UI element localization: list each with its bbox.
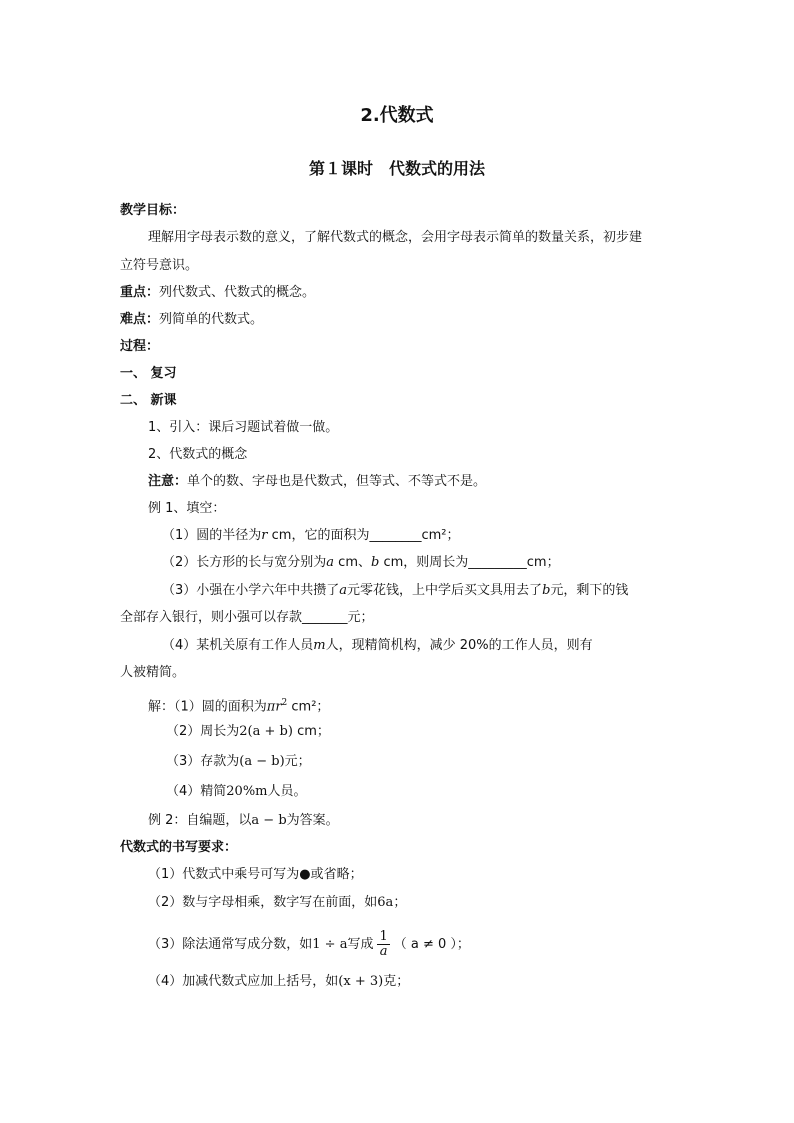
difficulty-points <box>120 311 263 329</box>
question-2-text-b: cm，则周长为_________cm； <box>379 555 560 570</box>
question-3-var-a: a <box>339 583 348 598</box>
solution-4-expr: 20%m <box>226 784 268 799</box>
question-4 <box>162 637 593 655</box>
solution-2-text: （2）周长为 <box>166 724 240 739</box>
solution-1 <box>148 694 329 716</box>
rule-4 <box>148 973 409 991</box>
question-1-var-r: r <box>261 528 268 543</box>
rule-2 <box>148 894 406 912</box>
solution-3 <box>166 753 311 771</box>
fraction-numerator: 1 <box>379 929 388 944</box>
solution-3-expr: (a − b) <box>239 754 285 769</box>
example-2-text-a: 例 2：自编题，以 <box>148 813 252 828</box>
question-1-text-b: cm，它的面积为________cm²； <box>267 528 460 543</box>
writing-rules-label: 代数式的书写要求： <box>120 840 238 855</box>
concept-line: 2、代数式的概念 <box>148 447 248 462</box>
question-2-var-b: b <box>371 555 380 570</box>
rule-3-expr: 1 ÷ a <box>312 937 348 952</box>
intro-line: 1、引入：课后习题试着做一做。 <box>148 420 339 435</box>
solution-1-expr: πr <box>266 699 282 715</box>
rule-3 <box>148 930 470 959</box>
rule-3-text-mid: 写成 <box>347 937 374 952</box>
objectives-text-1: 理解用字母表示数的意义，了解代数式的概念，会用字母表示简单的数量关系，初步建 <box>148 230 643 245</box>
question-4-var-m: m <box>313 638 326 653</box>
doc-title: 2.代数式 <box>360 105 434 126</box>
solution-3-unit: 元； <box>284 754 311 769</box>
key-points <box>120 284 315 302</box>
rule-1: （1）代数式中乘号可写为●或省略； <box>148 867 363 882</box>
example-2-text-b: 为答案。 <box>286 813 339 828</box>
question-3-text-b: 元，剩下的钱 <box>550 583 629 598</box>
section-new-lesson: 二、 新课 <box>120 393 177 408</box>
rule-2-text-b: ； <box>393 895 407 910</box>
example-2-expr: a − b <box>251 813 287 828</box>
solution-4-unit: 人员。 <box>267 784 307 799</box>
solution-2 <box>166 723 330 741</box>
rule-4-text-b: 克； <box>383 974 410 989</box>
rule-3-condition: （ a ≠ 0 ）； <box>393 937 470 952</box>
rule-4-text-a: （4）加减代数式应加上括号，如 <box>148 974 339 989</box>
objectives-label: 教学目标： <box>120 203 186 218</box>
solution-label: 解：（1）圆的面积为 <box>148 699 267 715</box>
solution-4 <box>166 783 307 801</box>
objectives-text-2: 立符号意识。 <box>120 258 199 273</box>
rule-3-fraction <box>377 930 389 959</box>
question-1-text-a: （1）圆的半径为 <box>162 528 262 543</box>
question-4-line-2: 人被精简。 <box>120 665 186 680</box>
rule-4-expr: (x + 3) <box>338 974 384 989</box>
difficulty-label: 难点： <box>120 312 160 327</box>
rule-2-expr: 6a <box>377 895 394 910</box>
question-2-text-a: （2）长方形的长与宽分别为 <box>162 555 327 570</box>
doc-subtitle: 第１课时 代数式的用法 <box>308 159 485 178</box>
note-label: 注意： <box>148 474 188 489</box>
solution-4-text: （4）精简 <box>166 784 227 799</box>
difficulty-text: 列简单的代数式。 <box>159 312 264 327</box>
question-3-line-2: 全部存入银行，则小强可以存款_______元； <box>120 610 374 625</box>
question-4-text-a: （4）某机关原有工作人员 <box>162 638 314 653</box>
question-4-text-b: 人，现精简机构，减少 20%的工作人员，则有 <box>325 638 593 653</box>
solution-1-unit: cm²； <box>287 699 330 715</box>
solution-1-exponent: 2 <box>281 698 288 708</box>
solution-2-unit: cm； <box>292 724 330 739</box>
process-label: 过程： <box>120 339 160 354</box>
question-3-var-b: b <box>542 583 551 598</box>
question-1 <box>162 527 459 545</box>
example-2 <box>148 812 339 830</box>
fraction-denominator: a <box>379 944 388 959</box>
question-2-var-a: a <box>326 555 335 570</box>
question-3-text-mid: 元零花钱，上中学后买文具用去了 <box>347 583 543 598</box>
question-2-text-mid: cm、 <box>334 555 371 570</box>
solution-2-expr: 2(a + b) <box>239 724 293 739</box>
question-3 <box>162 582 628 600</box>
rule-3-text-a: （3）除法通常写成分数，如 <box>148 937 313 952</box>
section-review: 一、 复习 <box>120 366 177 381</box>
solution-3-text: （3）存款为 <box>166 754 240 769</box>
example1-heading: 例 1、填空： <box>148 501 226 516</box>
note-line <box>148 473 486 491</box>
question-3-text-a: （3）小强在小学六年中共攒了 <box>162 583 340 598</box>
note-text: 单个的数、字母也是代数式，但等式、不等式不是。 <box>187 474 487 489</box>
key-label: 重点： <box>120 285 160 300</box>
rule-2-text-a: （2）数与字母相乘，数字写在前面，如 <box>148 895 378 910</box>
question-2 <box>162 554 560 572</box>
key-text: 列代数式、代数式的概念。 <box>159 285 316 300</box>
